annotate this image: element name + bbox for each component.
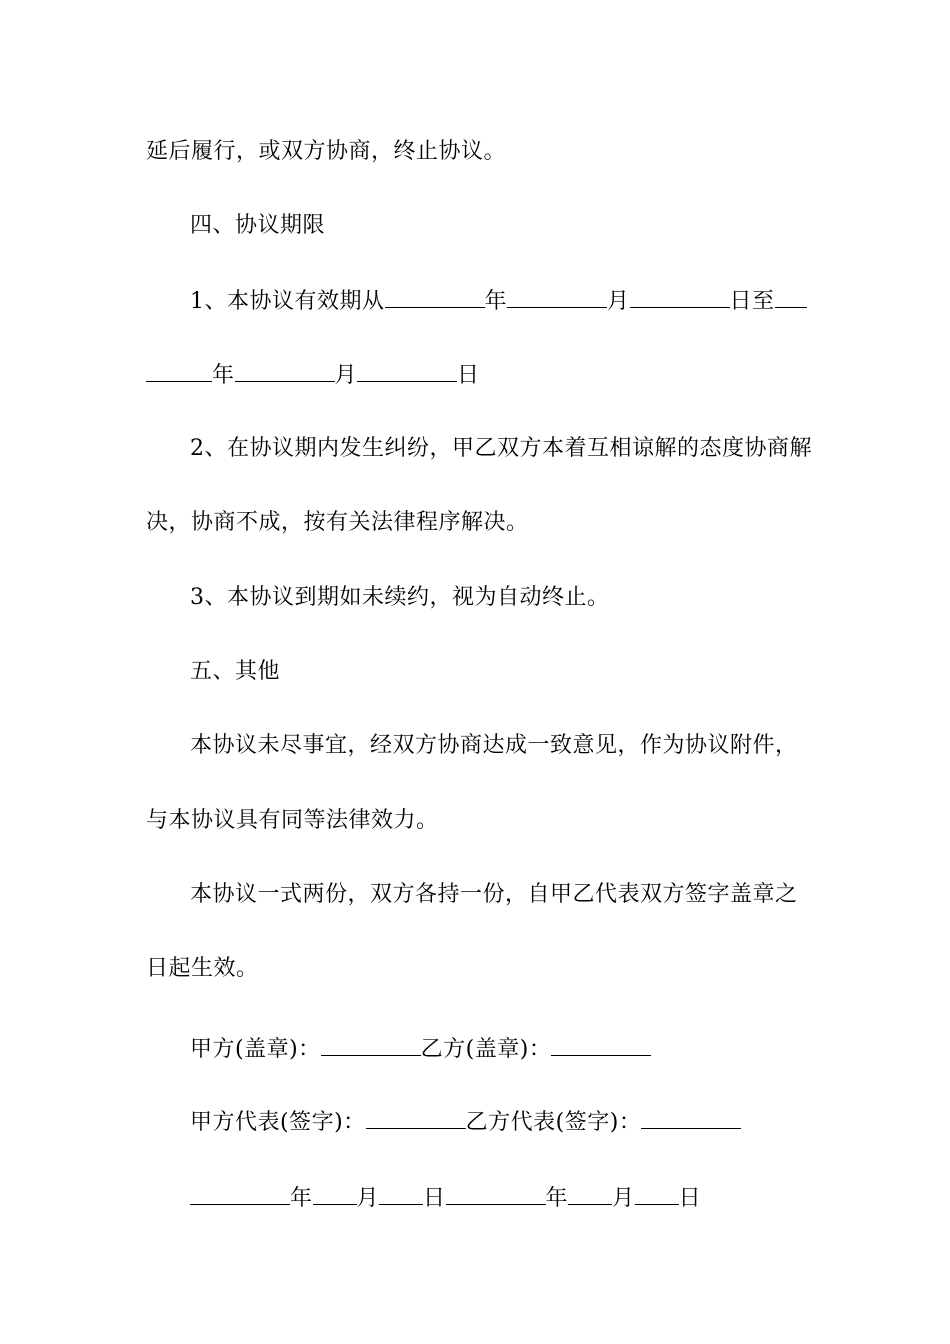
party-a-month-blank	[313, 1182, 357, 1205]
party-a-seal-blank	[321, 1033, 421, 1056]
party-b-day-blank	[635, 1182, 679, 1205]
party-b-seal-blank	[551, 1033, 651, 1056]
blank-year-end-part2	[146, 359, 212, 382]
clause-4-3: 3、本协议到期如未续约，视为自动终止。	[190, 585, 610, 610]
blank-year-end-part1	[775, 285, 807, 308]
blank-day-end	[357, 359, 457, 382]
paragraph-other-1: 本协议未尽事宜，经双方协商达成一致意见，作为协议附件，	[190, 733, 798, 758]
signature-seal-row	[190, 1033, 651, 1065]
party-a-day-blank	[379, 1182, 423, 1205]
section-heading-5: 五、其他	[190, 659, 281, 684]
day-label: 日	[457, 363, 480, 388]
party-a-seal-label: 甲方(盖章)：	[190, 1037, 321, 1062]
signature-rep-row	[190, 1106, 741, 1138]
day-label: 日	[423, 1186, 446, 1211]
clause-4-1	[190, 285, 807, 317]
party-b-month-blank	[568, 1182, 612, 1205]
blank-month-start	[507, 285, 607, 308]
blank-month-end	[235, 359, 335, 382]
clause-4-2-cont: 决，协商不成，按有关法律程序解决。	[146, 510, 529, 535]
paragraph-continuation: 延后履行，或双方协商，终止协议。	[146, 139, 507, 164]
party-b-rep-label: 乙方代表(签字)：	[465, 1110, 642, 1135]
paragraph-other-2: 本协议一式两份，双方各持一份，自甲乙代表双方签字盖章之	[190, 882, 798, 907]
party-b-seal-label: 乙方(盖章)：	[420, 1037, 552, 1062]
blank-year-start	[385, 285, 485, 308]
clause-4-1-cont	[146, 359, 480, 391]
year-label: 年	[212, 363, 235, 388]
party-a-rep-label: 甲方代表(签字)：	[190, 1110, 366, 1135]
signature-date-row	[190, 1182, 701, 1214]
month-label: 月	[356, 1186, 380, 1211]
month-label: 月	[612, 1186, 635, 1211]
section-heading-4: 四、协议期限	[190, 213, 326, 238]
month-label: 月	[334, 363, 358, 388]
blank-day-start	[630, 285, 730, 308]
year-label: 年	[484, 289, 508, 314]
clause-4-2: 2、在协议期内发生纠纷，甲乙双方本着互相谅解的态度协商解	[190, 436, 812, 461]
clause-text: 1、本协议有效期从	[190, 289, 385, 314]
paragraph-other-2-cont: 日起生效。	[146, 956, 259, 981]
party-b-year-blank	[446, 1182, 546, 1205]
month-label: 月	[607, 289, 630, 314]
day-label: 日	[678, 1186, 702, 1211]
year-label: 年	[290, 1186, 313, 1211]
paragraph-other-1-cont: 与本协议具有同等法律效力。	[146, 808, 439, 833]
year-label: 年	[545, 1186, 569, 1211]
day-to-label: 日至	[729, 289, 775, 314]
party-a-rep-blank	[366, 1106, 466, 1129]
party-b-rep-blank	[641, 1106, 741, 1129]
party-a-year-blank	[190, 1182, 290, 1205]
